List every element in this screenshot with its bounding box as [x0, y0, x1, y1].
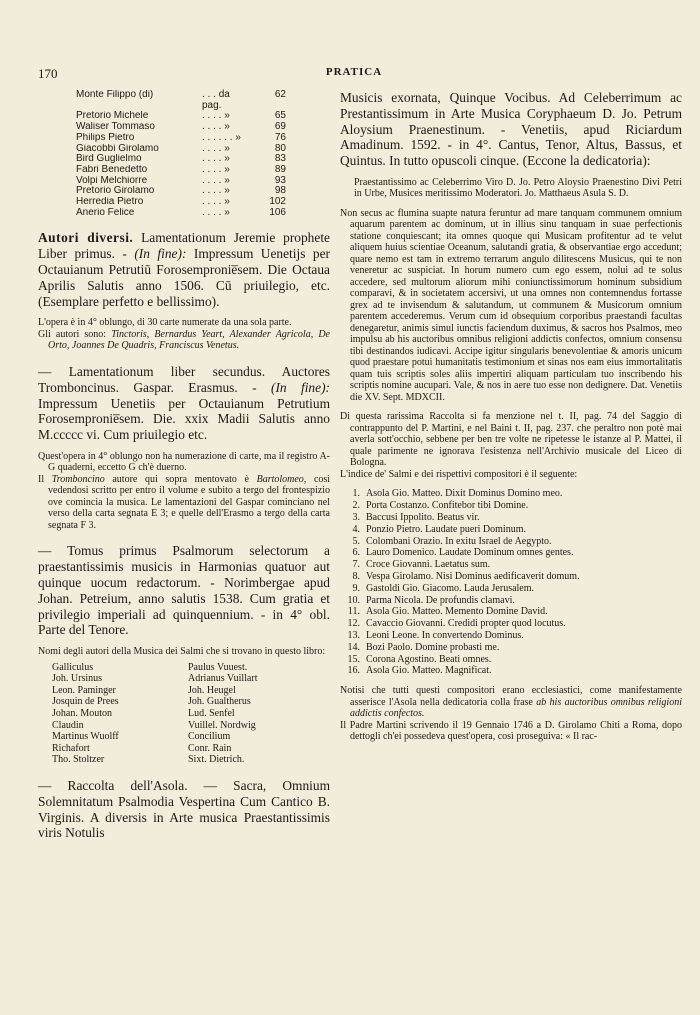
- index-author: Giacobbi Girolamo: [76, 143, 159, 154]
- author-name: Vuillel. Nordwig: [188, 719, 256, 731]
- index-dots: . . . da pag.: [202, 89, 230, 111]
- index-page: 98: [274, 185, 286, 197]
- psalm-text: Lauro Domenico. Laudate Dominum omnes gentes.: [366, 547, 574, 559]
- note: L'indice de' Salmi e dei rispettivi compositori è il seguente:: [340, 468, 578, 480]
- psalm-item: [340, 500, 682, 512]
- psalm-index: [340, 488, 682, 677]
- author-name: Sixt. Dietrich.: [188, 754, 245, 766]
- author-name: Johan. Mouton: [52, 708, 112, 720]
- psalm-item: [340, 630, 682, 642]
- index-page: 69: [274, 121, 286, 133]
- psalm-text: Colombani Orazio. In exitu Israel de Aegypto.: [366, 535, 552, 547]
- note: Nomi degli autori della Musica dei Salmi che si trovano in questo libro:: [38, 646, 326, 658]
- author-name: Lud. Senfel: [188, 708, 235, 720]
- index-page: 76: [274, 131, 286, 143]
- psalm-item: [340, 642, 682, 654]
- psalm-number: 4.: [352, 523, 360, 535]
- index-author: Fabri Benedetto: [76, 164, 148, 175]
- page-header: [38, 66, 670, 82]
- entry-raccolta-asola: — Raccolta dell'Asola. — Sacra, Omnium Solemnitatum Psalmodia Vespertina Cum Cantico B. Virginis. A diversis in Arte musica Praestantissimis viris Notulis: [38, 778, 330, 841]
- index-author: Pretorio Michele: [76, 111, 149, 122]
- author-name: Leon. Paminger: [52, 684, 116, 696]
- index-page: 62: [274, 89, 286, 100]
- note: Di questa rarissima Raccolta si fa menzione nel t. II, pag. 74 del Saggio di contrappunto del P. Martini, e nel Baini t. II, pag. 237. che peraltro non potè mai averla sott'occhio, sebbene per ben tre volte ne ripetesse le istanze al P. Mattei, il quale parimente ne ignorava l'esistenza nell'Archivio musicale del Liceo di Bologna.: [340, 411, 682, 469]
- index-author: Anerio Felice: [76, 207, 135, 218]
- index-dots: . . . . »: [202, 121, 230, 133]
- index-row: [38, 122, 330, 133]
- psalm-item: [340, 618, 682, 630]
- psalm-number: 9.: [352, 582, 360, 594]
- psalm-text: Bozi Paolo. Domine probasti me.: [366, 641, 500, 653]
- psalm-item: [340, 595, 682, 607]
- psalm-item: [340, 606, 682, 618]
- index-row: [38, 111, 330, 122]
- author-name: Joh. Heugel: [188, 684, 236, 696]
- author-name: Paulus Vuuest.: [188, 661, 248, 673]
- psalm-number: 5.: [352, 535, 360, 547]
- index-author: Bird Guglielmo: [76, 154, 142, 165]
- psalm-text: Vespa Girolamo. Nisi Dominus aedificaverit domum.: [366, 571, 580, 583]
- author-name: Joh. Ursinus: [52, 673, 103, 685]
- author-name: Josquin de Prees: [52, 696, 119, 708]
- index-page: 93: [274, 174, 286, 186]
- index-dots: . . . . »: [202, 142, 230, 154]
- author-name: Richafort: [52, 742, 90, 754]
- author-name: Galliculus: [52, 661, 94, 673]
- index-dots: . . . . »: [202, 185, 230, 197]
- psalm-text: Parma Nicola. De profundis clamavi.: [366, 594, 515, 606]
- index-dots: . . . . . . »: [202, 131, 241, 143]
- index-author: Herredia Pietro: [76, 197, 144, 208]
- page-number: 170: [38, 66, 58, 81]
- entry-tomus-primus: — Tomus primus Psalmorum selectorum a praestantissimis musicis in Harmonias quatuor aut quinque uocum redactorum. - Norimbergae apud Johan. Petreium, anno salutis 1538. Cum gratia et privilegio imperiali ad quinquennium. - in 4° obl. Parte del Tenore.: [38, 543, 330, 638]
- index-row: [38, 144, 330, 155]
- index-row: [38, 90, 330, 111]
- index-page: 83: [274, 153, 286, 165]
- note: Quest'opera in 4° oblungo non ha numerazione di carte, ma il registro A-G quaderni, eccetto G ch'è duerno.: [38, 450, 330, 474]
- author-name: Tho. Stoltzer: [52, 754, 105, 766]
- psalm-item: [340, 654, 682, 666]
- index-row: [38, 165, 330, 176]
- psalm-number: 14.: [347, 641, 360, 653]
- dedication-address: Praestantissimo ac Celeberrimo Viro D. Jo. Petro Aloysio Praenestino Divi Petri in Urbe, Musices meritissimo Moderatori. Jo. Matthaeus Asula S. D.: [354, 176, 682, 200]
- index-dots: . . . . »: [202, 153, 230, 165]
- psalm-text: Asola Gio. Matteo. Magnificat.: [366, 665, 492, 677]
- psalm-item: [340, 559, 682, 571]
- psalm-text: Leoni Leone. In convertendo Dominus.: [366, 630, 524, 642]
- index-author: Waliser Tommaso: [76, 122, 155, 133]
- index-row: [38, 197, 330, 208]
- psalm-text: Asola Gio. Matteo. Memento Domine David.: [366, 606, 548, 618]
- note: Il Tromboncino autore qui sopra mentovato è Bartolomeo, così vedendosi scritto per entro il volume e subito a tergo del frontespizio ove comincia la musica. Le lamentazioni del Gaspar cominciano nel verso della carta segnata E 3; e quelle dell'Erasmo a tergo della carta segnata F 3.: [38, 473, 331, 531]
- index-row: [38, 154, 330, 165]
- psalm-text: Ponzio Pietro. Laudate pueri Dominum.: [366, 523, 526, 535]
- right-column: [340, 90, 682, 743]
- psalm-number: 3.: [352, 512, 360, 524]
- note: Gli autori sono: Tinctoris, Bernardus Yeart, Alexander Agricola, De Orto, Joannes De Quadris, Franciscus Venetus.: [38, 328, 330, 352]
- psalm-number: 11.: [347, 606, 360, 618]
- psalm-number: 16.: [347, 665, 360, 677]
- psalm-text: Asola Gio. Matteo. Dixit Dominus Domino meo.: [366, 488, 563, 500]
- psalm-number: 8.: [352, 571, 360, 583]
- note: Notisi che tutti questi compositori erano ecclesiastici, come manifestamente asserisce l'Asola nella dedicatoria colla frase ab his auctoribus omnibus religioni addictis confectos.: [340, 685, 682, 720]
- psalm-item: [340, 571, 682, 583]
- author-name: Conr. Rain: [188, 742, 232, 754]
- psalm-item: [340, 665, 682, 677]
- index-page: 89: [274, 163, 286, 175]
- index-row: [38, 176, 330, 187]
- entry-heading: Autori diversi.: [38, 230, 134, 246]
- index-page: 106: [269, 206, 286, 218]
- left-column: [38, 90, 330, 841]
- psalm-number: 10.: [347, 594, 360, 606]
- author-name: Concilium: [188, 731, 231, 743]
- index-page: 102: [269, 196, 286, 208]
- psalm-item: [340, 512, 682, 524]
- psalm-number: 2.: [352, 500, 360, 512]
- psalm-text: Gastoldi Gio. Giacomo. Lauda Jerusalem.: [366, 582, 535, 594]
- index-dots: . . . . »: [202, 196, 230, 208]
- index-author: Monte Filippo (di): [76, 90, 154, 100]
- psalm-number: 7.: [352, 559, 360, 571]
- psalm-authors-list: [38, 662, 330, 766]
- psalm-number: 6.: [352, 547, 360, 559]
- psalm-text: Porta Costanzo. Confitebor tibi Domine.: [366, 500, 529, 512]
- index-dots: . . . . »: [202, 206, 230, 218]
- dedication-text: Non secus ac flumina suapte natura feruntur ad mare tanquam communem omnium aquarum parentem ac dominum, ut in illius sinu tanquam in suae perfectionis statione conquiescant; ita omnes quoque qui Musicam profitentur ad te velut aliquem huius scientiae Oceanum, salutandi gratia, & observantiae ergo accedunt; quare nemo est tam in extremo terrarum angulo dilitescens Musicus, qui te non veneretur ac suspiciat. In horum numero cum ego essem, nolui ad te solus accedere, sed multorum aliorum mihi coniunctissimorum hominum subsidium comparavi, & in societatem accersivi, ut una omnes non contemnendus fortasse grex ad te invisendum & salutandum, ut communem & Musicorum omnium parentem accederemus. Verum cum id obsequium corporibus praestandi facultas denegaretur, animis simul iunctis faciendum duximus, & sacros hos Psalmos, meo impulsu ab his auctoribus omnibus religioni addictis confectos, omnium consensu tibi destinandos iudicavi. Accipe igitur singularis benevolentiae & amoris unicum quod praestare potui humanitatis testimonium et sinas nos eam eius immortalitatis quam tuis scriptis soles aliis impertiri aliquam particulam tuo inscribendo his scriptis nomine aucupari. Vale, & nos in aere tuo esse non dedignere. Dat. Venetiis die XV. Sept. MDXCII.: [340, 207, 682, 403]
- psalm-item: [340, 524, 682, 536]
- psalm-text: Croce Giovanni. Laetatus sum.: [366, 559, 491, 571]
- index-author: Philips Pietro: [76, 132, 135, 143]
- running-title: PRATICA: [325, 66, 383, 78]
- author-page-index: [38, 90, 330, 218]
- author-name: Claudin: [52, 719, 84, 731]
- author-name: Adrianus Vuillart: [188, 673, 258, 685]
- index-page: 65: [274, 110, 286, 122]
- psalm-item: [340, 547, 682, 559]
- note: L'opera è in 4° oblungo, di 30 carte numerate da una sola parte.: [38, 317, 292, 329]
- index-dots: . . . . »: [202, 163, 230, 175]
- index-dots: . . . . »: [202, 174, 230, 186]
- index-dots: . . . . »: [202, 110, 230, 122]
- psalm-number: 13.: [347, 630, 360, 642]
- psalm-item: [340, 583, 682, 595]
- psalm-text: Cavaccio Giovanni. Credidi propter quod locutus.: [366, 618, 566, 630]
- psalm-number: 15.: [347, 653, 360, 665]
- index-author: Volpi Melchiorre: [76, 175, 148, 186]
- psalm-number: 12.: [347, 618, 360, 630]
- psalm-text: Corona Agostino. Beati omnes.: [366, 653, 492, 665]
- index-row: [38, 186, 330, 197]
- author-name: Martinus Wuolff: [52, 731, 119, 743]
- psalm-number: 1.: [352, 488, 360, 500]
- index-row: [38, 208, 330, 219]
- entry-lamentationum-secundus: — Lamentationum liber secundus. Auctores Tromboncinus. Gaspar. Erasmus. - (In fine): Impressum Uenetiis per Octauianum Petrutium Forosempronie̅sem. Die. xxix Madii Salutis anno M.ccccc vi. Cum priuilegio etc.: [38, 363, 330, 443]
- entry-raccolta-asola-continued: Musicis exornata, Quinque Vocibus. Ad Celeberrimum ac Prestantissimum in Arte Musica Coryphaeum D. Jo. Petrum Aloysium Praenestinum. - Venetiis, apud Riciardum Amadinum. 1592. - in 4°. Cantus, Tenor, Altus, Bassus, et Quintus. In tutto opuscoli cinque. (Eccone la dedicatoria):: [340, 90, 682, 169]
- psalm-item: [340, 536, 682, 548]
- index-row: [38, 133, 330, 144]
- index-author: Pretorio Girolamo: [76, 186, 155, 197]
- author-name: Joh. Gualtherus: [188, 696, 251, 708]
- entry-autori-diversi: Autori diversi. Lamentationum Jeremie prophete Liber primus. - (In fine): Impressum Uenetijs per Octauianum Petrutiū Forosempronie̅sem. Die Octaua Aprilis Salutis anno 1506. Cū priuilegio, etc. (Esemplare perfetto e bellissimo).: [38, 230, 330, 309]
- index-page: 80: [274, 142, 286, 154]
- note: Il Padre Martini scrivendo il 19 Gennaio 1746 a D. Girolamo Chiti a Roma, dopo dettogli ch'ei possedeva quest'opera, così proseguiva: « Il rac-: [340, 719, 682, 743]
- psalm-item: [340, 488, 682, 500]
- psalm-text: Baccusi Ippolito. Beatus vir.: [366, 512, 480, 524]
